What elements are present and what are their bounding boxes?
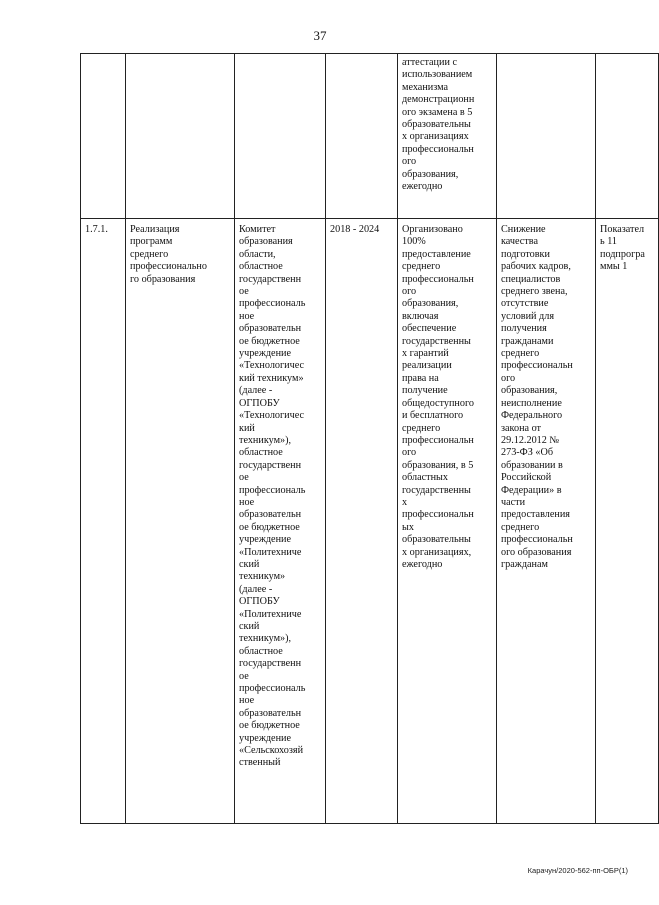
cell-number — [81, 219, 126, 824]
cell-measure-empty — [126, 54, 235, 219]
cell-period-empty — [326, 54, 398, 219]
cell-link — [596, 219, 659, 824]
indicator-continued-text: аттестации с использованием механизма демонстрационн ого экзамена в 5 образовательны х организациях профессиональн ого образования, ежегодно — [402, 57, 475, 193]
executor-text: Комитет образования области, областное государственн ое профессиональ ное образовательн ое бюджетное учреждение «Технологичес кий техникум» (далее - ОГПОБУ «Технологичес кий техникум»), областное государственн ое профессиональ ное образовательн ое бюджетное учреждение «Политехниче ский техникум» (далее - ОГПОБУ «Политехниче ский техникум»), областное государственн ое профессиональ ное образовательн ое бюджетное учреждение «Сельскохозяй ственный — [239, 224, 306, 769]
cell-consequences-empty — [497, 54, 596, 219]
result-text: Организовано 100% предоставление среднего профессиональн ого образования, включая обеспечение государственны х гарантий реализации права на получение общедоступного и бесплатного среднего профессиональн ого образования, в 5 областных государственны х профессиональн ых образовательны х организациях, ежегодно — [402, 224, 474, 570]
cell-indicator-continued — [398, 54, 497, 219]
cell-executor — [235, 219, 326, 824]
link-text: Показател ь 11 подпрогра ммы 1 — [600, 224, 645, 273]
page-number: 37 — [313, 28, 327, 43]
table-row-1-7-1 — [81, 219, 659, 824]
cell-period — [326, 219, 398, 824]
row-number: 1.7.1. — [85, 224, 108, 235]
period-text: 2018 - 2024 — [330, 224, 380, 235]
cell-measure — [126, 219, 235, 824]
cell-link-empty — [596, 54, 659, 219]
cell-result — [398, 219, 497, 824]
cell-number-empty — [81, 54, 126, 219]
footer-document-code: Карачун/2020-562-пп-ОБР(1) — [527, 866, 628, 875]
table-row-continued — [81, 54, 659, 219]
measure-text: Реализация программ среднего профессионально го образования — [130, 224, 207, 285]
cell-consequences — [497, 219, 596, 824]
program-measures-table — [80, 53, 659, 824]
consequences-text: Снижение качества подготовки рабочих кадров, специалистов среднего звена, отсутствие условий для получения гражданами среднего профессиональн ого образования, неисполнение Федерального закона от 29.12.2012 № 273-ФЗ «Об образовании в Российской Федерации» в части предоставления среднего профессиональн ого образования гражданам — [501, 224, 573, 570]
cell-executor-empty — [235, 54, 326, 219]
